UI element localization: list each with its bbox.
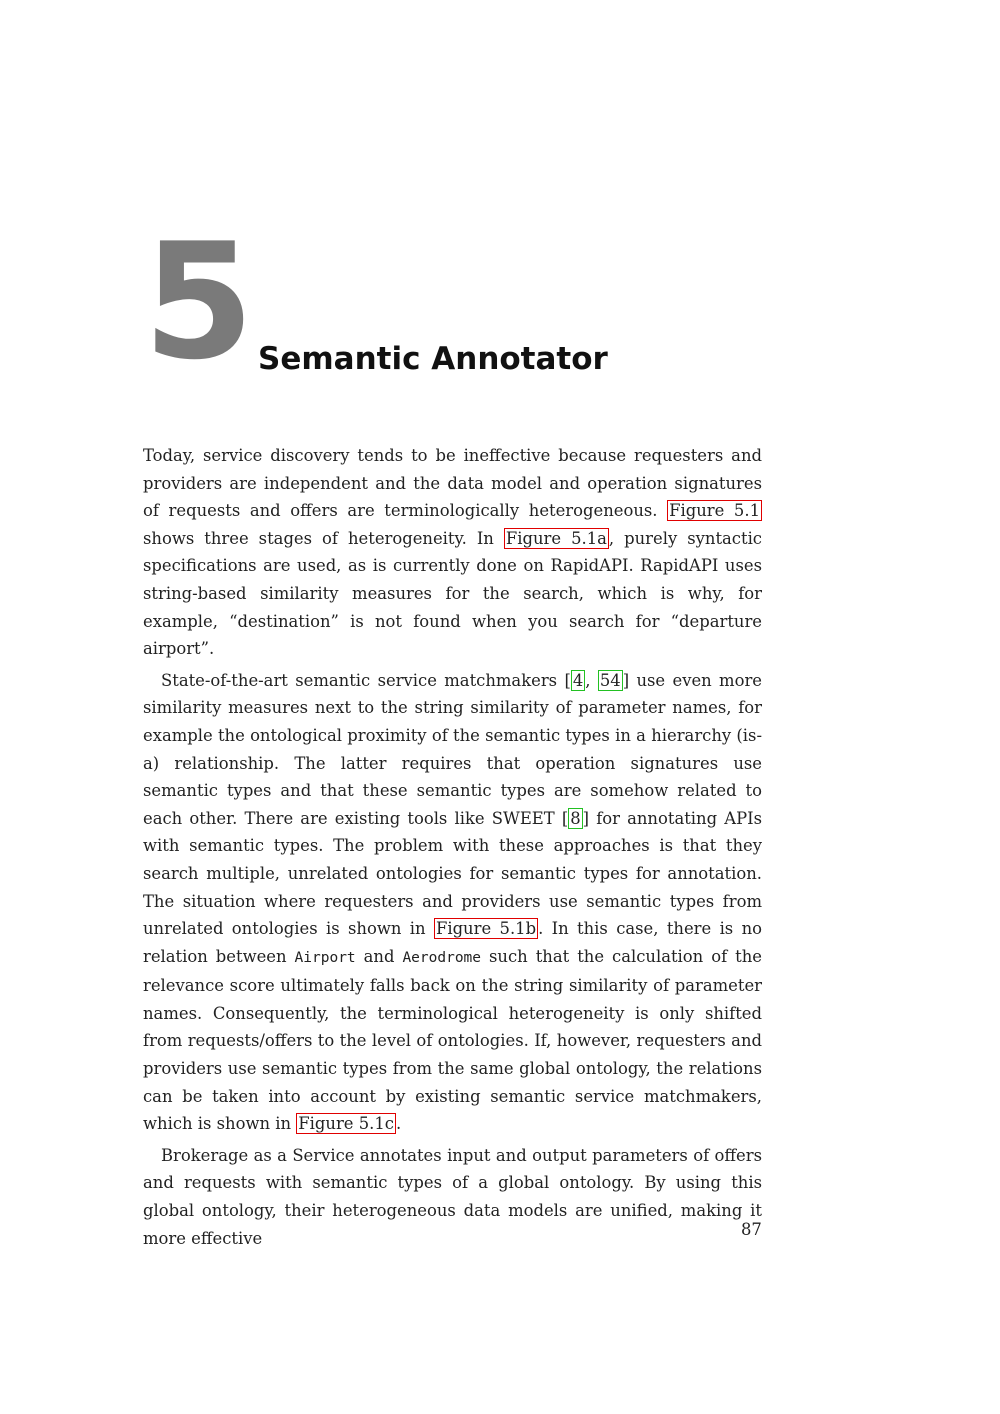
text-run: shows three stages of heterogeneity. In: [143, 528, 504, 548]
figure-link-5-1b[interactable]: Figure 5.1b: [435, 919, 537, 939]
citation-link-4[interactable]: 4: [572, 670, 584, 690]
text-run: and: [355, 946, 403, 966]
text-run: such that the calculation of the relevance score ultimately falls back on the string similarity of parameter names. Consequently, the terminological heterogeneity is only shifted from requests/offers to the level of ontologies. If, however, requesters and providers use semantic types from the same global ontology, the relations can be taken into account by existing semantic service matchmakers, which is shown in: [143, 946, 762, 1134]
citation-link-54[interactable]: 54: [599, 670, 621, 690]
code-aerodrome: Aerodrome: [402, 949, 482, 966]
figure-link-5-1[interactable]: Figure 5.1: [669, 501, 761, 521]
text-run: ,: [585, 670, 598, 690]
figure-link-5-1c[interactable]: Figure 5.1c: [298, 1114, 394, 1134]
paragraph-1: [143, 442, 762, 663]
text-run: State-of-the-art semantic service matchmakers [: [161, 670, 571, 690]
text-run: ] for annotating APIs with semantic types. The problem with these approaches is that they search multiple, unrelated ontologies for semantic types for annotation. The situation where requesters and providers use semantic types from unrelated ontologies is shown in: [143, 808, 762, 939]
citation-link-8[interactable]: 8: [570, 808, 581, 828]
text-run: ] use even more similarity measures next to the string similarity of parameter names, for example the ontological proximity of the semantic types in a hierarchy (is-a) relationship. The latter requires that operation signatures use semantic types and that these semantic types are somehow related to each other. There are existing tools like SWEET [: [143, 670, 763, 828]
text-run: . In this case, there is no relation between: [143, 919, 763, 966]
paragraph-3: [143, 1142, 762, 1252]
page-number: 87: [741, 1220, 762, 1239]
text-run: Today, service discovery tends to be ineffective because requesters and providers are independent and the data model and operation signatures of requests and offers are terminologically heterogeneous.: [143, 446, 762, 521]
code-airport: Airport: [294, 949, 356, 966]
chapter-title: Semantic Annotator: [258, 341, 608, 377]
chapter-number: 5: [143, 208, 255, 395]
text-run: , purely syntactic specifications are used, as is currently done on RapidAPI. RapidAPI uses string-based similarity measures for the search, which is why, for example, “destination” is not found when you search for “departure airport”.: [143, 528, 762, 659]
paragraph-2: [143, 667, 762, 1138]
body-text: [143, 442, 762, 1256]
text-run: .: [395, 1114, 402, 1134]
figure-link-5-1a[interactable]: Figure 5.1a: [505, 528, 607, 548]
text-run: Brokerage as a Service annotates input and output parameters of offers and requests with semantic types of a global ontology. By using this global ontology, their heterogeneous data models are unified, making it more effective: [143, 1145, 762, 1248]
